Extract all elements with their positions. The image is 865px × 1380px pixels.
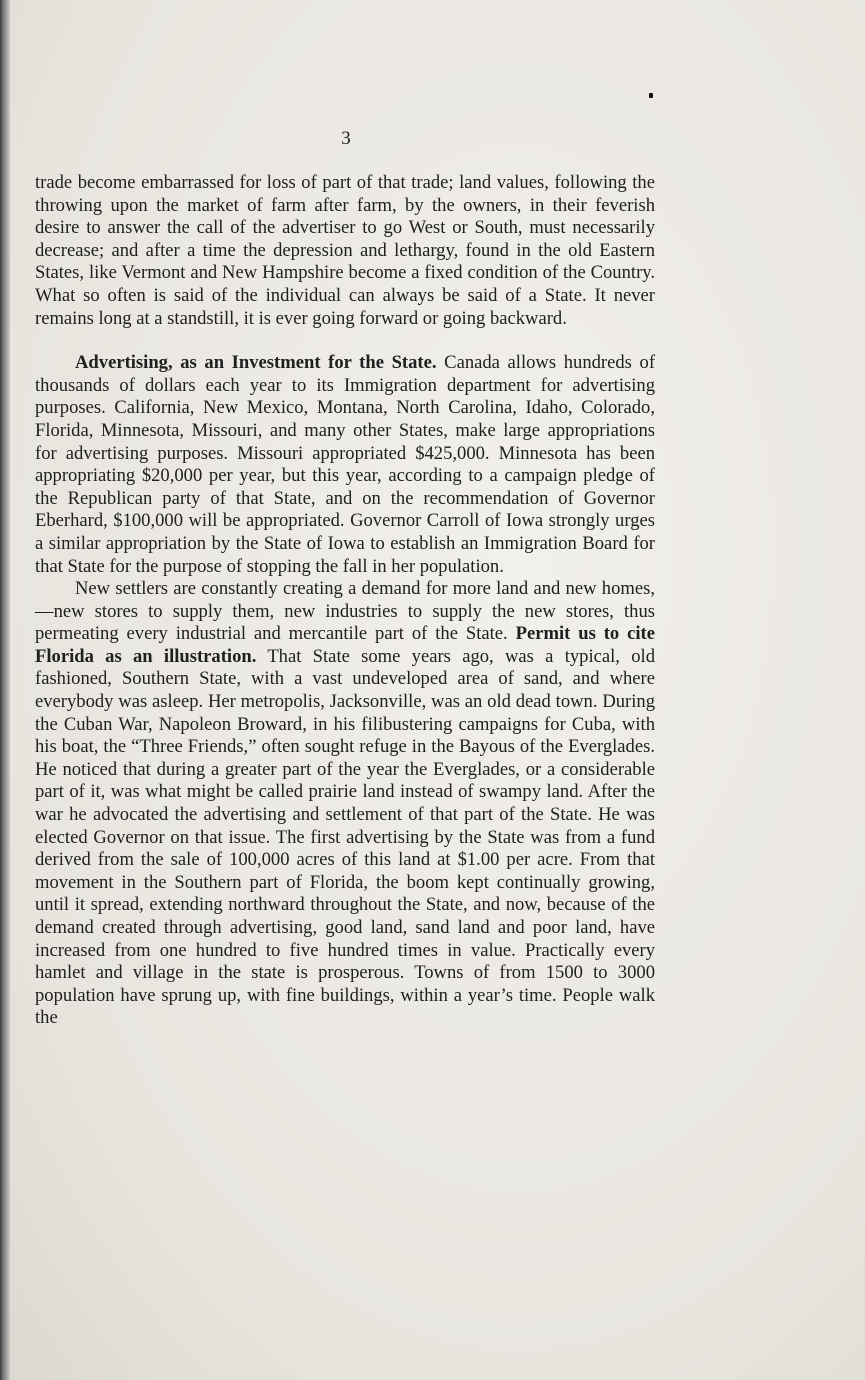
paragraph-3-text-after: That State some years ago, was a typical, old fashioned, Southern State, with a vast undeveloped area of sand, and where everybody was asleep. Her metropolis, Jacksonville, was an old dead town. During the Cuban War, Napoleon Broward, in his filibustering campaigns for Cuba, with his boat, the “Three Friends,” often sought refuge in the Bayous of the Everglades. He noticed that during a greater part of the year the Everglades, or a considerable part of it, was what might be called prairie land instead of swampy land. After the war he advocated the advertising and settlement of that part of the State. He was elected Governor on that issue. The first advertising by the State was from a fund derived from the sale of 100,000 acres of this land at $1.00 per acre. From that movement in the Southern part of Florida, the boom kept continually growing, until it spread, extending northward throughout the State, and now, because of the demand created through advertising, good land, sand land and poor land, have increased from one hundred to five hundred times in value. Practically every hamlet and village in the state is prosperous. Towns of from 1500 to 3000 population have sprung up, with fine buildings, within a year’s time. People walk the: [35, 645, 655, 1029]
florida-callout: Permit us to cite Florida as an illustration.: [35, 623, 655, 667]
section-heading: Advertising, as an Investment for the State.: [75, 352, 437, 374]
page-number: 3: [341, 128, 351, 149]
paragraph-1-text: trade become embarrassed for loss of part of that trade; land values, following the throwing upon the market of farm after farm, by the owners, in their feverish desire to answer the call of the advertiser to go West or South, must necessarily decrease; and after a time the depression and lethargy, found in the old Eastern States, like Vermont and New Hampshire become a fixed condition of the Country. What so often is said of the individual can always be said of a State. It never remains long at a standstill, it is ever going forward or going backward.: [35, 172, 655, 329]
ink-speck: [649, 93, 653, 98]
paragraph-1: [35, 172, 655, 330]
paragraph-spacer: [35, 330, 655, 352]
body-text: [35, 172, 655, 1030]
page-edge-shadow: [0, 0, 10, 1380]
paragraph-2: [35, 352, 655, 578]
paragraph-3: [35, 578, 655, 1030]
paragraph-2-text: Canada allows hundreds of thousands of dollars each year to its Immigration department for advertising purposes. California, New Mexico, Montana, North Carolina, Idaho, Colorado, Florida, Minnesota, Missouri, and many other States, make large appropriations for advertising purposes. Missouri appropriated $425,000. Minnesota has been appropriating $20,000 per year, but this year, according to a campaign pledge of the Republican party of that State, and on the recommendation of Governor Eberhard, $100,000 will be appropriated. Governor Carroll of Iowa strongly urges a similar appropriation by the State of Iowa to establish an Immigration Board for that State for the purpose of stopping the fall in her population.: [35, 352, 656, 577]
paragraph-3-text-before: New settlers are constantly creating a demand for more land and new homes,—new stores to supply them, new industries to supply the new stores, thus permeating every industrial and mercantile part of the State.: [35, 578, 655, 645]
